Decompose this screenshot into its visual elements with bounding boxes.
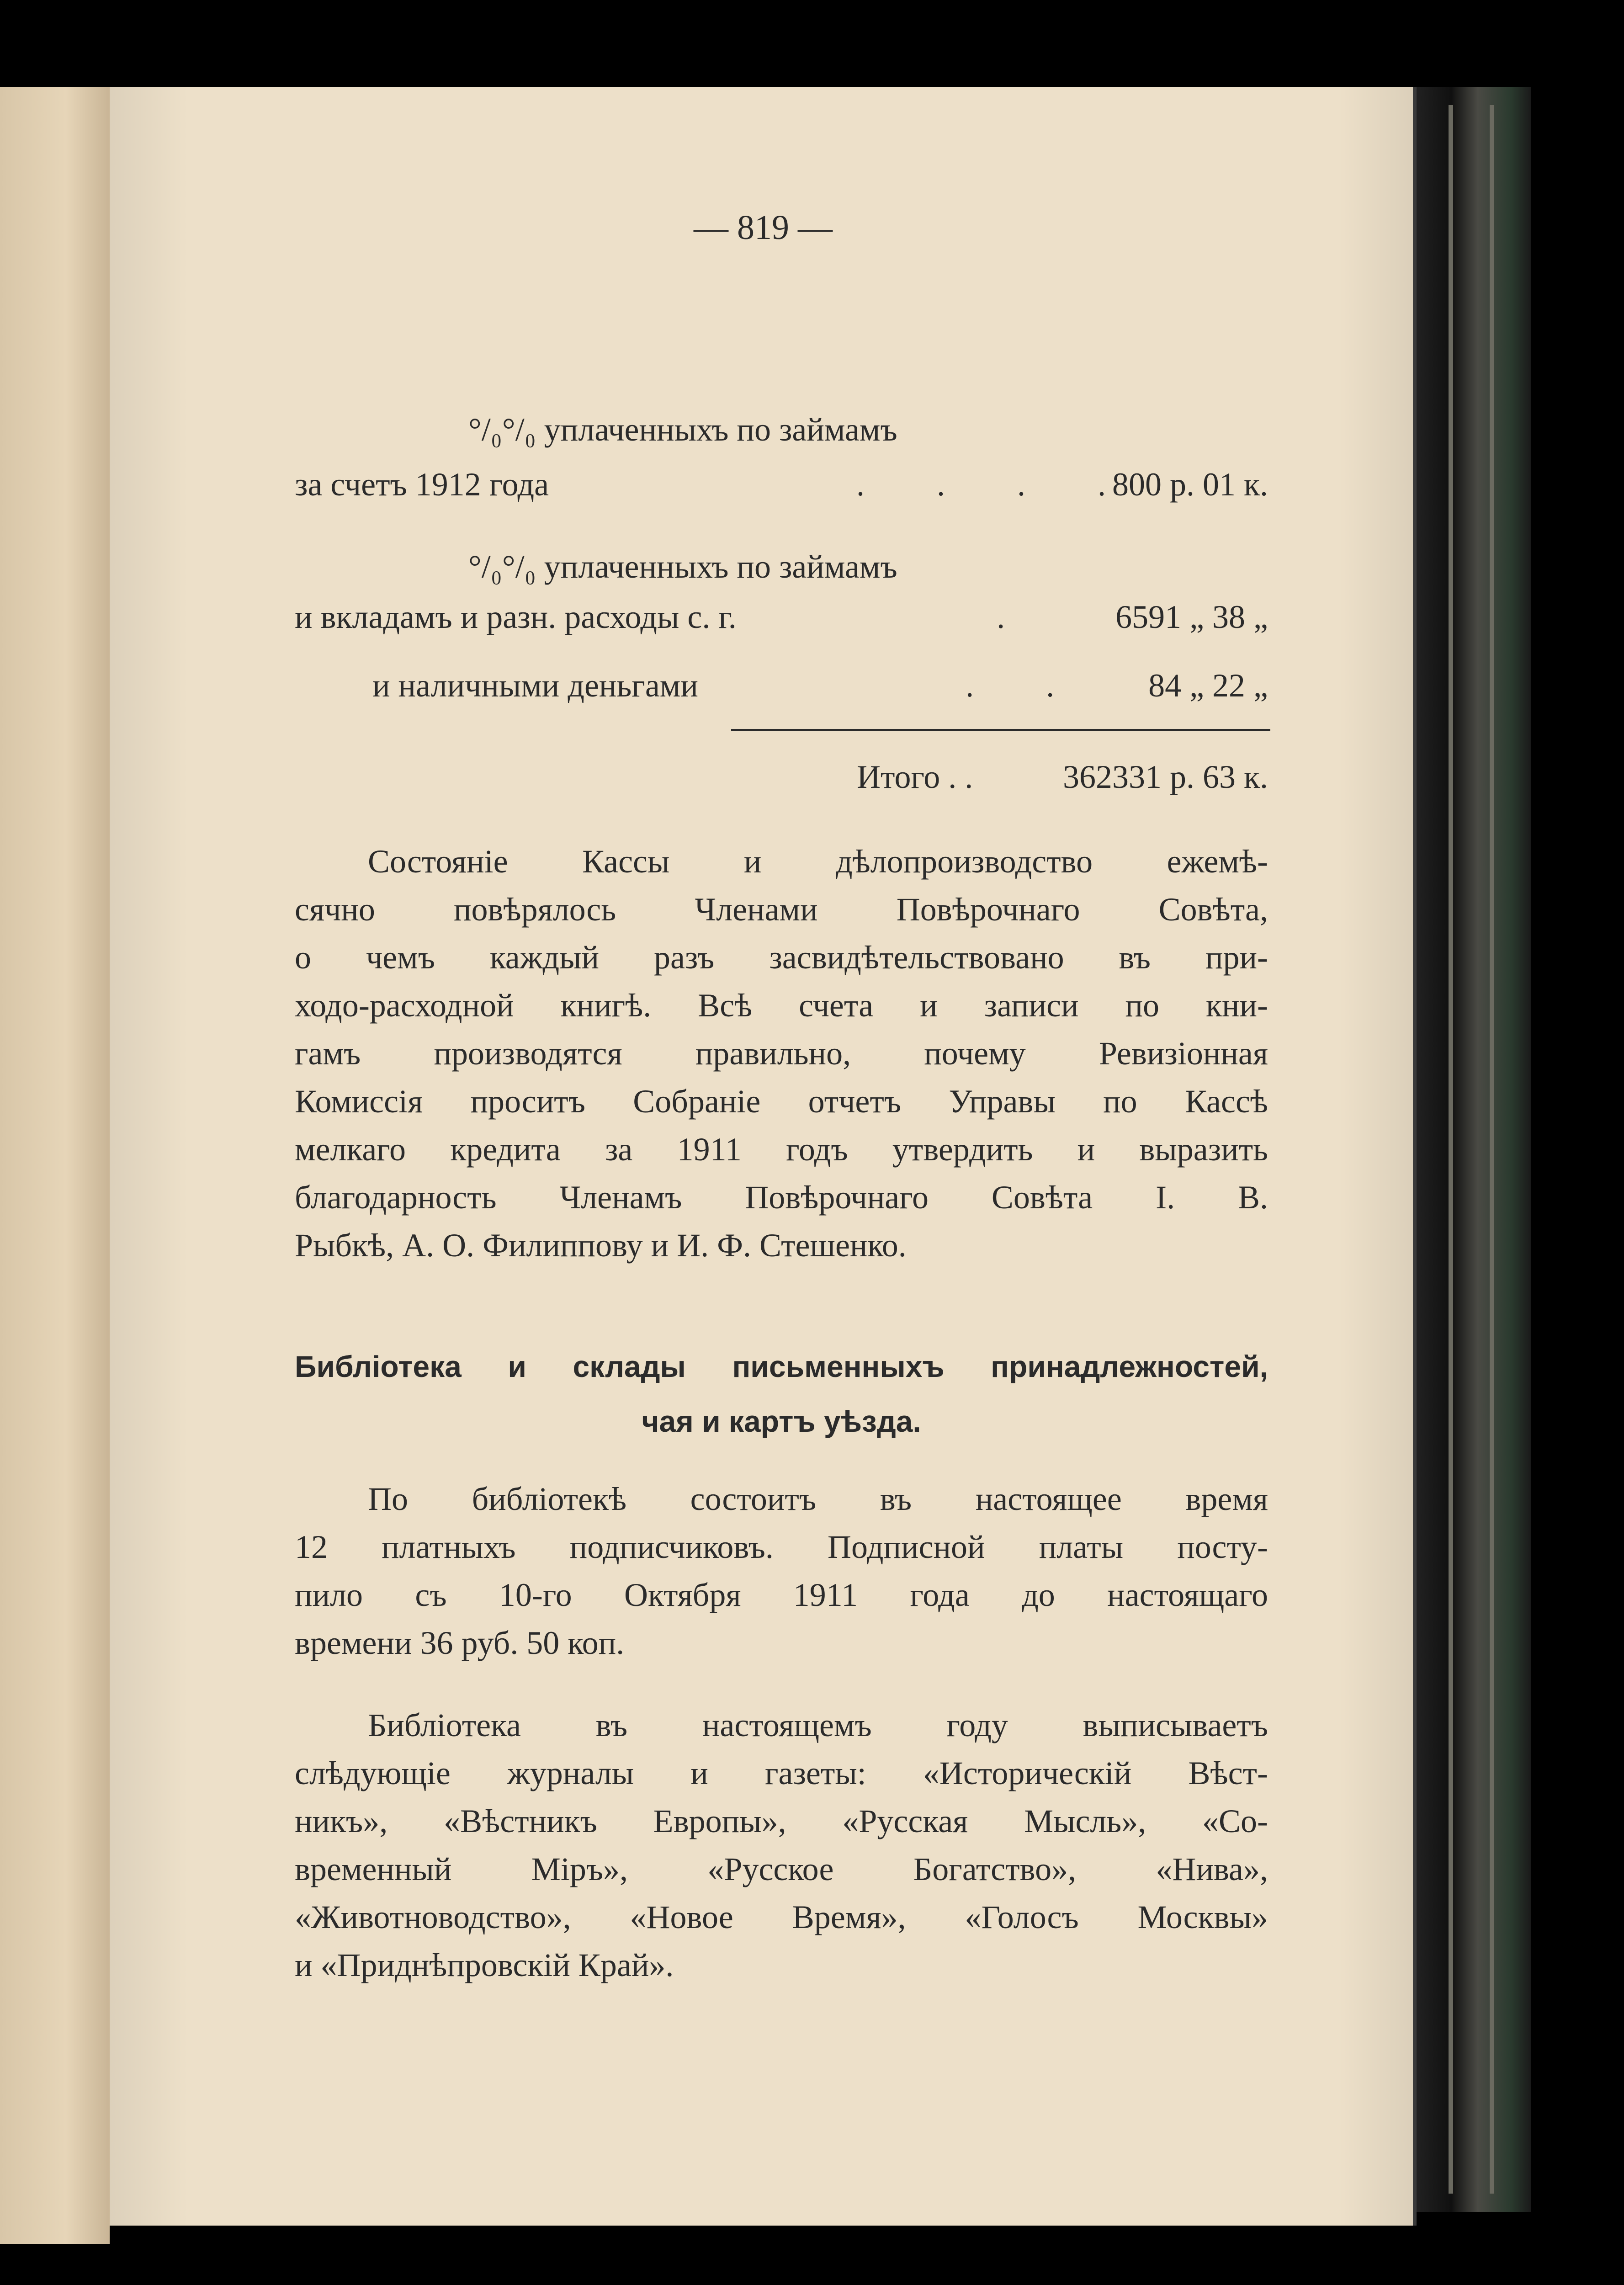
leader-dots: . . bbox=[966, 667, 1087, 704]
total-rule bbox=[731, 729, 1270, 731]
leader-dots: . bbox=[997, 599, 1037, 635]
paragraph-1-line: гамъ производятся правильно, почему Ревизіонная bbox=[295, 1035, 1268, 1072]
paragraph-2-line: 12 платныхъ подписчиковъ. Подписной платы посту- bbox=[295, 1529, 1268, 1565]
page-number: — 819 — bbox=[694, 208, 833, 247]
paragraph-1-line: сячно повѣрялось Членами Повѣрочнаго Совѣта, bbox=[295, 891, 1268, 928]
ledger-row-2-amount: 6591 „ 38 „ bbox=[1115, 599, 1268, 635]
paragraph-2-line: По библіотекѣ состоитъ въ настоящее время bbox=[368, 1481, 1268, 1517]
ledger-row-2 bbox=[295, 594, 1268, 640]
book-page bbox=[110, 87, 1417, 2226]
paragraph-1-line: о чемъ каждый разъ засвидѣтельствовано въ при- bbox=[295, 939, 1268, 976]
paragraph-2-line: времени 36 руб. 50 коп. bbox=[295, 1625, 625, 1661]
ledger-row-3 bbox=[295, 663, 1268, 708]
page-right-border bbox=[1413, 87, 1417, 2226]
paragraph-3-line: слѣдующіе журналы и газеты: «Историческій Вѣст- bbox=[295, 1755, 1268, 1791]
ledger-row-1-label: °/₀°/₀ уплаченныхъ по займамъ bbox=[468, 411, 897, 448]
paragraph-3-line: временный Міръ», «Русское Богатство», «Нива», bbox=[295, 1851, 1268, 1887]
total-amount: 362331 р. 63 к. bbox=[1063, 759, 1268, 795]
section-heading: чая и картъ уѣзда. bbox=[642, 1404, 921, 1438]
paragraph-1-line: мелкаго кредита за 1911 годъ утвердить и выразить bbox=[295, 1131, 1268, 1168]
ledger-row-1-desc: за счетъ 1912 года bbox=[295, 466, 549, 503]
page-sheet-edge bbox=[1449, 105, 1453, 2194]
total-label: Итого . . bbox=[857, 759, 973, 795]
ledger-row-3-desc: и наличными деньгами bbox=[372, 667, 698, 704]
section-heading: Библіотека и склады письменныхъ принадлежностей, bbox=[295, 1350, 1268, 1383]
leader-dots: . . . . bbox=[856, 466, 1138, 503]
left-page-edge bbox=[0, 87, 110, 2244]
paragraph-1-line: благодарность Членамъ Повѣрочнаго Совѣта І. В. bbox=[295, 1179, 1268, 1216]
paragraph-1-line: ходо-расходной книгѣ. Всѣ счета и записи по кни- bbox=[295, 987, 1268, 1024]
paragraph-1-line: Комиссія проситъ Собраніе отчетъ Управы по Кассѣ bbox=[295, 1083, 1268, 1120]
paragraph-3-line: никъ», «Вѣстникъ Европы», «Русская Мысль», «Со- bbox=[295, 1803, 1268, 1839]
page-sheet-edge bbox=[1490, 105, 1494, 2194]
paragraph-3-line: «Животноводство», «Новое Время», «Голосъ Москвы» bbox=[295, 1899, 1268, 1935]
ledger-row-2-desc: и вкладамъ и разн. расходы с. г. bbox=[295, 599, 737, 635]
paragraph-3-line: и «Приднѣпровскій Край». bbox=[295, 1947, 674, 1983]
ledger-row-1-amount: 800 р. 01 к. bbox=[1112, 466, 1268, 503]
ledger-total bbox=[295, 754, 1268, 800]
paragraph-1-line: Состояніе Кассы и дѣлопроизводство ежемѣ- bbox=[368, 843, 1268, 880]
ledger-row-2-label: °/₀°/₀ уплаченныхъ по займамъ bbox=[468, 548, 897, 585]
paragraph-2-line: пило съ 10-го Октября 1911 года до настоящаго bbox=[295, 1577, 1268, 1613]
paragraph-1-line: Рыбкѣ, А. О. Филиппову и И. Ф. Стешенко. bbox=[295, 1227, 907, 1264]
ledger-row-3-amount: 84 „ 22 „ bbox=[1148, 667, 1268, 704]
paragraph-3-line: Библіотека въ настоящемъ году выписываетъ bbox=[368, 1707, 1268, 1743]
page-stack-edge bbox=[1398, 87, 1531, 2212]
ledger-row-1 bbox=[295, 462, 1268, 507]
